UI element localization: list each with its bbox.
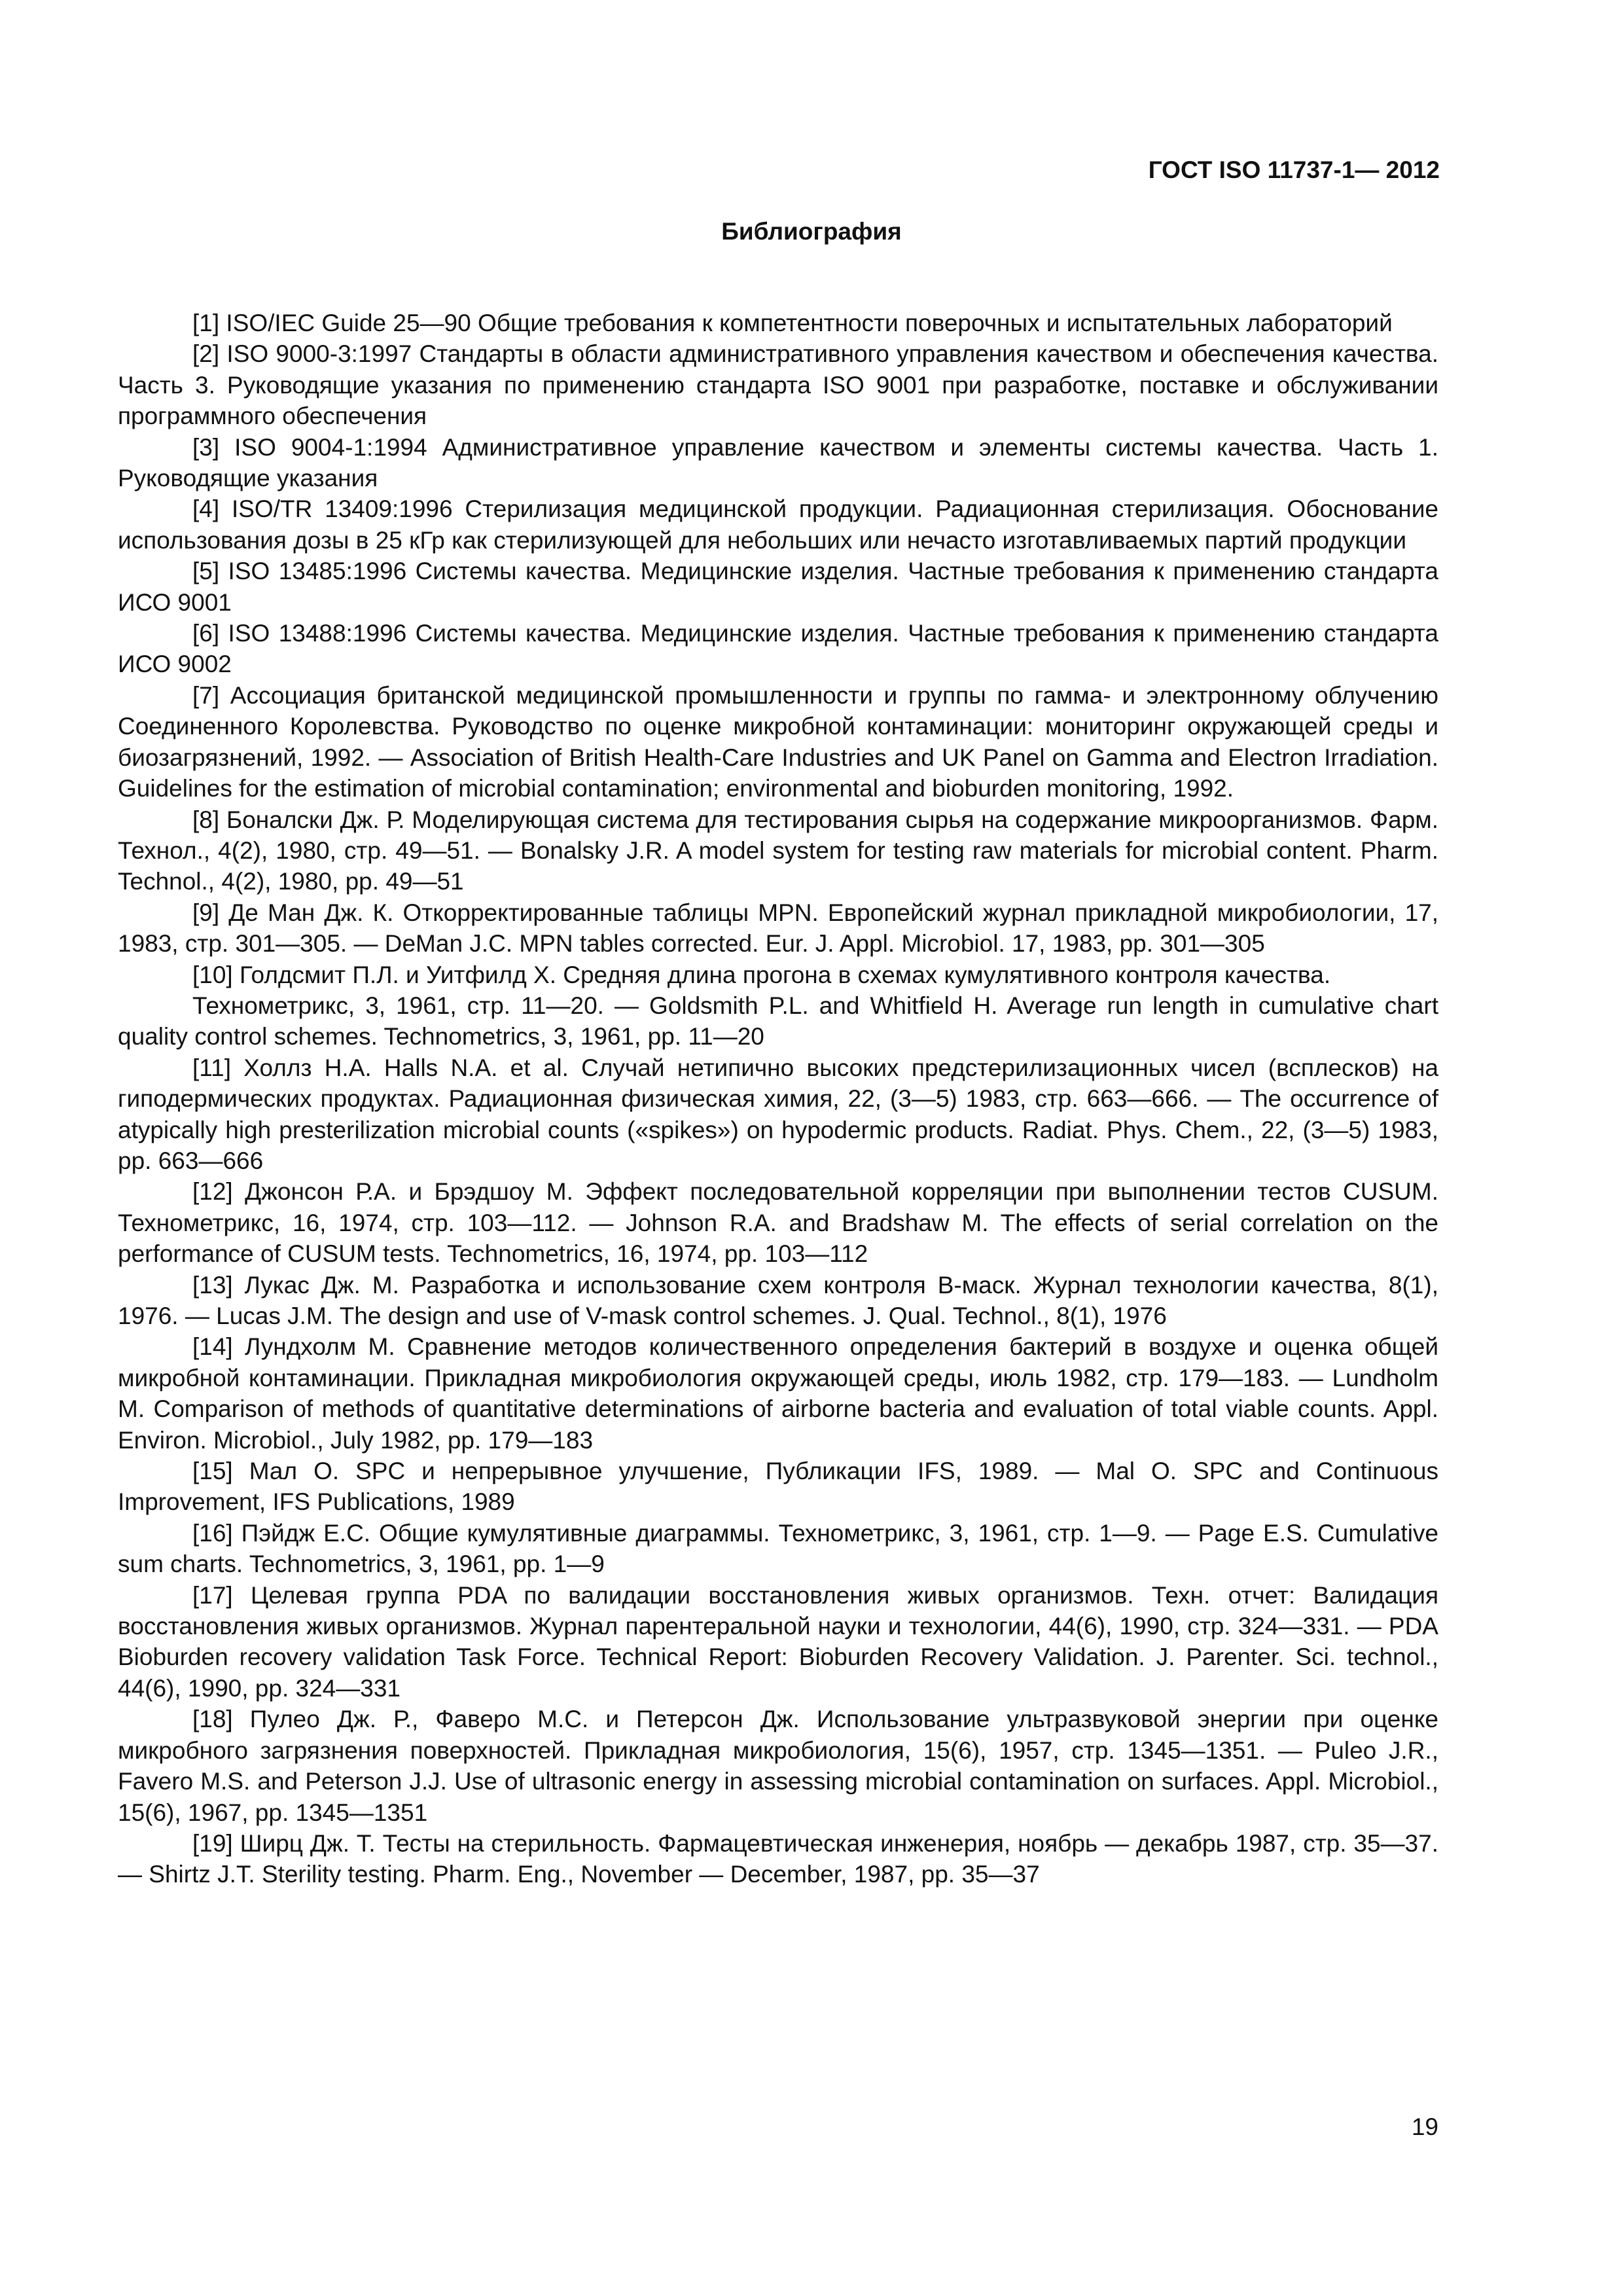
bibliography-entry: [5] ISO 13485:1996 Системы качества. Медицинские изделия. Частные требования к применению стандарта ИСО 9001 (118, 558, 1438, 616)
bibliography-entry: [10] Голдсмит П.Л. и Уитфилд X. Средняя длина прогона в схемах кумулятивного контроля качества. (192, 961, 1331, 988)
bibliography-entry: [7] Ассоциация британской медицинской промышленности и группы по гамма- и электронному облучению Соединенного Королевства. Руководство по оценке микробной контаминации: мониторинг окружающей среды и биозагрязнений, 1992. — Association of British Health-Care Industries and UK Panel on Gamma and Electron Irradiation. Guidelines for the estimation of microbial contamination; environmental and bioburden monitoring, 1992. (118, 681, 1438, 802)
bibliography-entry: [2] ISO 9000-3:1997 Стандарты в области административного управления качеством и обеспечения качества. Часть 3. Руководящие указания по применению стандарта ISO 9001 при разработке, поставке и обслуживании программного обеспечения (118, 340, 1438, 430)
bibliography-entry: [12] Джонсон Р.А. и Брэдшоу М. Эффект последовательной корреляции при выполнении тестов CUSUM. Технометрикс, 16, 1974, стр. 103—112. — Johnson R.A. and Bradshaw M. The effects of serial correlation on the performance of CUSUM tests. Technometrics, 16, 1974, pp. 103—112 (118, 1178, 1438, 1268)
bibliography-entry: [14] Лундхолм М. Сравнение методов количественного определения бактерий в воздухе и оценка общей микробной контаминации. Прикладная микробиология окружающей среды, июль 1982, стр. 179—183. — Lundholm M. Comparison of methods of quantitative determinations of airborne bacteria and evaluation of total viable counts. Appl. Environ. Microbiol., July 1982, pp. 179—183 (118, 1333, 1438, 1454)
bibliography-entry: [3] ISO 9004-1:1994 Административное управление качеством и элементы системы качества. Часть 1. Руководящие указания (118, 433, 1438, 492)
page-title: Библиография (721, 218, 902, 245)
bibliography-entry: [16] Пэйдж Е.С. Общие кумулятивные диаграммы. Технометрикс, 3, 1961, стр. 1—9. — Page E.S. Cumulative sum charts. Technometrics, 3, 1961, pp. 1—9 (118, 1519, 1438, 1578)
bibliography-entry: [6] ISO 13488:1996 Системы качества. Медицинские изделия. Частные требования к применению стандарта ИСО 9002 (118, 620, 1438, 678)
bibliography-entry: [4] ISO/TR 13409:1996 Стерилизация медицинской продукции. Радиационная стерилизация. Обоснование использования дозы в 25 кГр как стерилизующей для небольших или нечасто изготавливаемых партий продукции (118, 495, 1438, 554)
bibliography-entry: [19] Ширц Дж. Т. Тесты на стерильность. Фармацевтическая инженерия, ноябрь — декабрь 1987, стр. 35—37. — Shirtz J.T. Sterility testing. Pharm. Eng., November — December, 1987, pp. 35—37 (118, 1829, 1438, 1888)
bibliography-entry: [8] Боналски Дж. Р. Моделирующая система для тестирования сырья на содержание микроорганизмов. Фарм. Технол., 4(2), 1980, стр. 49—51. — Bonalsky J.R. A model system for testing raw materials for microbial content. Pharm. Technol., 4(2), 1980, pp. 49—51 (118, 806, 1438, 895)
bibliography-list (118, 308, 1438, 1890)
document-code: ГОСТ ISO 11737-1— 2012 (1148, 156, 1440, 183)
bibliography-entry: [1] ISO/IEC Guide 25—90 Общие требования к компетентности поверочных и испытательных лабораторий (192, 310, 1393, 336)
bibliography-entry: [13] Лукас Дж. М. Разработка и использование схем контроля В-маск. Журнал технологии качества, 8(1), 1976. — Lucas J.M. The design and use of V-mask control schemes. J. Qual. Technol., 8(1), 1976 (118, 1271, 1438, 1329)
bibliography-entry: [18] Пулео Дж. Р., Фаверо М.С. и Петерсон Дж. Использование ультразвуковой энергии при оценке микробного загрязнения поверхностей. Прикладная микробиология, 15(6), 1957, стр. 1345—1351. — Puleo J.R., Favero M.S. and Peterson J.J. Use of ultrasonic energy in assessing microbial contamination on surfaces. Appl. Microbiol., 15(6), 1967, pp. 1345—1351 (118, 1706, 1438, 1826)
page-number: 19 (1411, 2113, 1438, 2140)
bibliography-entry: [15] Мал О. SPC и непрерывное улучшение, Публикации IFS, 1989. — Mal O. SPC and Continuous Improvement, IFS Publications, 1989 (118, 1458, 1438, 1516)
bibliography-entry: [17] Целевая группа PDA по валидации восстановления живых организмов. Техн. отчет: Валидация восстановления живых организмов. Журнал парентеральной науки и технологии, 44(6), 1990, стр. 324—331. — PDA Bioburden recovery validation Task Force. Technical Report: Bioburden Recovery Validation. J. Parenter. Sci. technol., 44(6), 1990, pp. 324—331 (118, 1581, 1438, 1702)
bibliography-entry: [9] Де Ман Дж. К. Откорректированные таблицы MPN. Европейский журнал прикладной микробиологии, 17, 1983, стр. 301—305. — DeMan J.C. MPN tables corrected. Eur. J. Appl. Microbiol. 17, 1983, pp. 301—305 (118, 899, 1438, 958)
bibliography-entry: Технометрикс, 3, 1961, стр. 11—20. — Goldsmith P.L. and Whitfield H. Average run length in cumulative chart quality control schemes. Technometrics, 3, 1961, pp. 11—20 (118, 992, 1438, 1050)
bibliography-entry: [11] Холлз Н.А. Halls N.A. et al. Случай нетипично высоких предстерилизационных чисел (всплесков) на гиподермических продуктах. Радиационная физическая химия, 22, (3—5) 1983, стр. 663—666. — The occurrence of atypically high presterilization microbial counts («spikes») on hypodermic products. Radiat. Phys. Chem., 22, (3—5) 1983, pp. 663—666 (118, 1054, 1438, 1174)
